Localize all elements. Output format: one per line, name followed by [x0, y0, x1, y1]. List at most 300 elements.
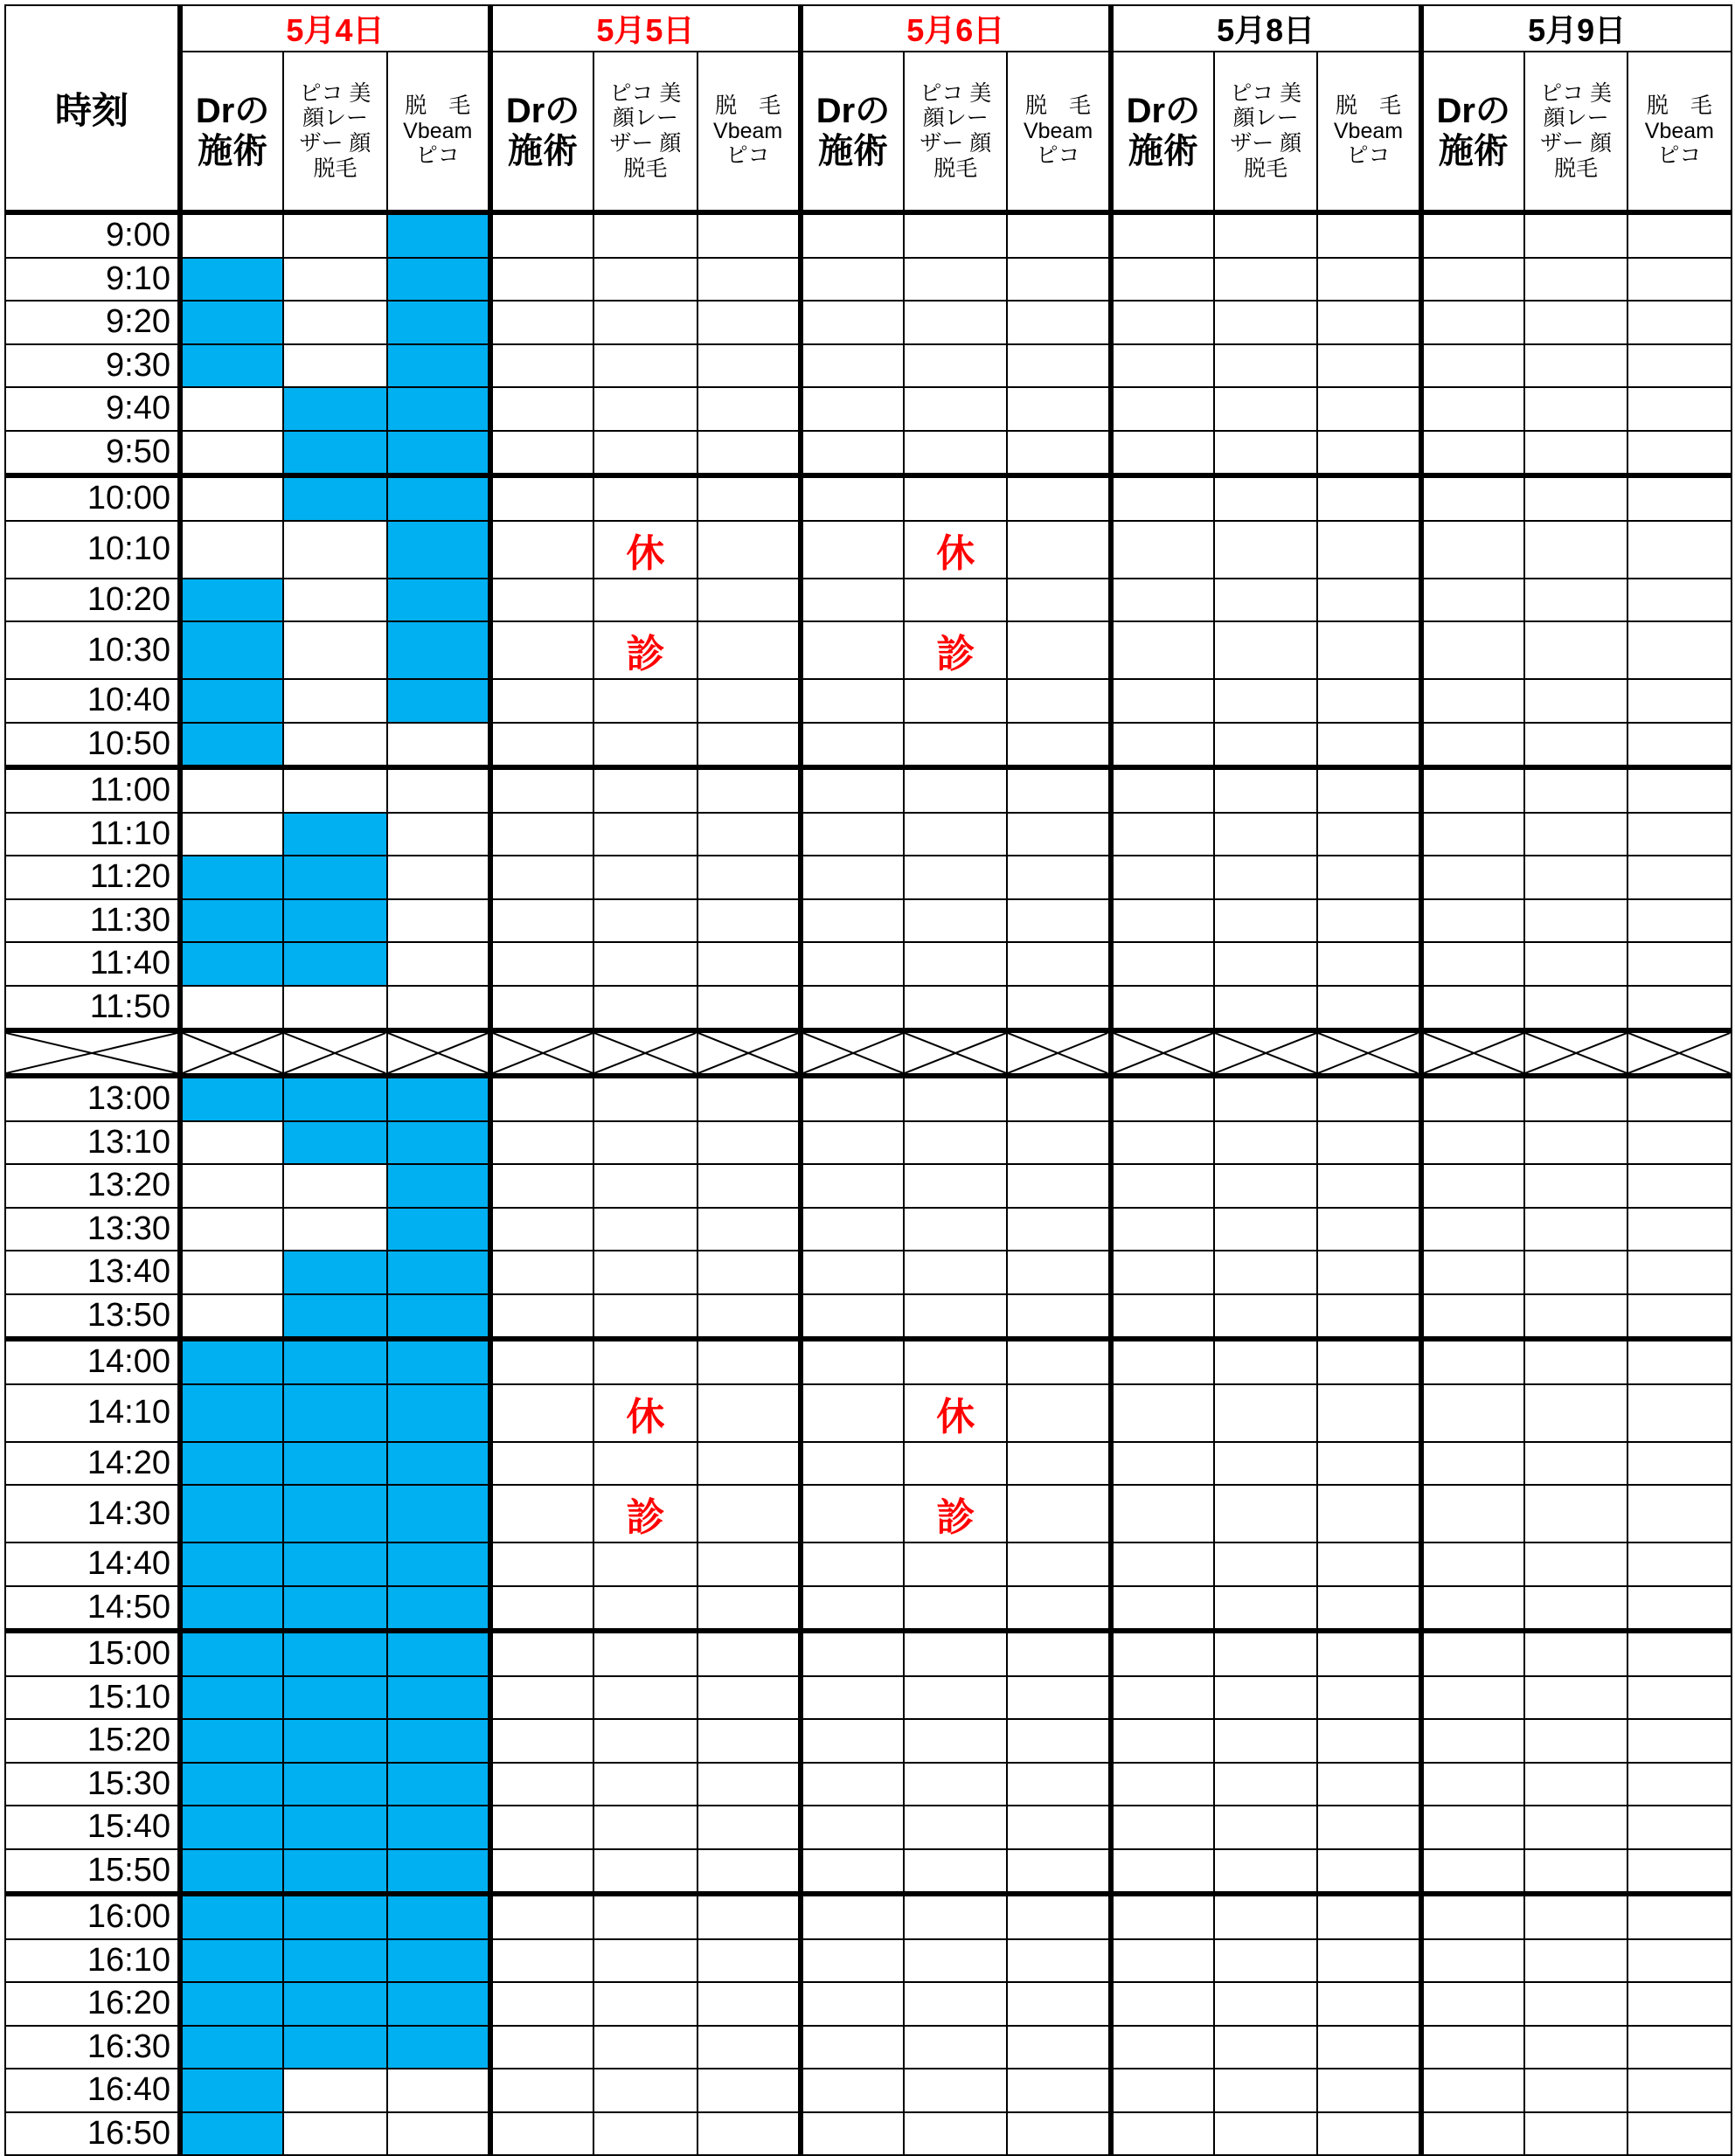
- slot-cell[interactable]: [801, 521, 904, 579]
- booked-slot[interactable]: [387, 1939, 490, 1983]
- slot-cell[interactable]: [490, 2112, 593, 2156]
- slot-cell[interactable]: [904, 1763, 1007, 1806]
- slot-cell[interactable]: [1627, 2026, 1731, 2069]
- slot-cell[interactable]: [1627, 258, 1731, 302]
- slot-cell[interactable]: [1317, 2069, 1420, 2112]
- slot-cell[interactable]: [904, 813, 1007, 856]
- booked-slot[interactable]: [283, 1676, 386, 1720]
- slot-cell[interactable]: [490, 1251, 593, 1294]
- slot-cell[interactable]: [1421, 2026, 1524, 2069]
- slot-cell[interactable]: [490, 986, 593, 1031]
- slot-cell[interactable]: [1627, 1849, 1731, 1895]
- booked-slot[interactable]: [387, 1164, 490, 1208]
- slot-cell[interactable]: [1007, 1121, 1110, 1165]
- slot-cell[interactable]: [1007, 1339, 1110, 1384]
- slot-cell[interactable]: [1627, 1294, 1731, 1340]
- booked-slot[interactable]: [387, 1384, 490, 1442]
- slot-cell[interactable]: [801, 813, 904, 856]
- slot-cell[interactable]: [1111, 767, 1214, 813]
- slot-cell[interactable]: [801, 1485, 904, 1542]
- booked-slot[interactable]: [387, 301, 490, 344]
- slot-cell[interactable]: [1317, 679, 1420, 723]
- slot-cell[interactable]: [1317, 621, 1420, 679]
- slot-cell[interactable]: [904, 1121, 1007, 1165]
- booked-slot[interactable]: [283, 1631, 386, 1676]
- slot-cell[interactable]: [904, 986, 1007, 1031]
- slot-cell[interactable]: [1524, 475, 1627, 521]
- slot-cell[interactable]: [593, 1894, 697, 1939]
- slot-cell[interactable]: [1524, 1586, 1627, 1632]
- slot-cell[interactable]: [1214, 1719, 1317, 1763]
- slot-cell[interactable]: [1627, 1982, 1731, 2026]
- slot-cell[interactable]: [697, 521, 801, 579]
- slot-cell[interactable]: [1627, 1763, 1731, 1806]
- slot-cell[interactable]: [1421, 813, 1524, 856]
- booked-slot[interactable]: [180, 1384, 283, 1442]
- slot-cell[interactable]: [697, 1164, 801, 1208]
- slot-cell[interactable]: [1317, 856, 1420, 899]
- slot-cell[interactable]: [1317, 1676, 1420, 1720]
- slot-cell[interactable]: [904, 1442, 1007, 1486]
- slot-cell[interactable]: [1007, 679, 1110, 723]
- slot-cell[interactable]: [801, 212, 904, 258]
- slot-cell[interactable]: [1627, 579, 1731, 622]
- slot-cell[interactable]: [1627, 387, 1731, 431]
- slot-cell[interactable]: [1627, 1121, 1731, 1165]
- slot-cell[interactable]: [490, 813, 593, 856]
- slot-cell[interactable]: [1111, 856, 1214, 899]
- slot-cell[interactable]: [1007, 813, 1110, 856]
- slot-cell[interactable]: [1317, 1076, 1420, 1121]
- slot-cell[interactable]: [1627, 621, 1731, 679]
- slot-cell[interactable]: [1627, 986, 1731, 1031]
- slot-cell[interactable]: [1421, 942, 1524, 986]
- booked-slot[interactable]: [387, 1339, 490, 1384]
- booked-slot[interactable]: [283, 1982, 386, 2026]
- slot-cell[interactable]: [801, 1384, 904, 1442]
- slot-cell[interactable]: [490, 1806, 593, 1849]
- slot-cell[interactable]: [1524, 1076, 1627, 1121]
- booked-slot[interactable]: [180, 344, 283, 388]
- booked-slot[interactable]: [180, 1485, 283, 1542]
- slot-cell[interactable]: [1214, 899, 1317, 943]
- slot-cell[interactable]: [593, 1164, 697, 1208]
- slot-cell[interactable]: [1421, 767, 1524, 813]
- slot-cell[interactable]: [1524, 1121, 1627, 1165]
- booked-slot[interactable]: [283, 899, 386, 943]
- booked-slot[interactable]: [387, 1763, 490, 1806]
- slot-cell[interactable]: [593, 1631, 697, 1676]
- slot-cell[interactable]: [490, 2069, 593, 2112]
- slot-cell[interactable]: [283, 723, 386, 768]
- slot-cell[interactable]: [1317, 1339, 1420, 1384]
- slot-cell[interactable]: [697, 1294, 801, 1340]
- booked-slot[interactable]: [283, 813, 386, 856]
- slot-cell[interactable]: [697, 301, 801, 344]
- slot-cell[interactable]: [904, 431, 1007, 476]
- slot-cell[interactable]: [1214, 301, 1317, 344]
- slot-cell[interactable]: [801, 1164, 904, 1208]
- booked-slot[interactable]: [180, 1442, 283, 1486]
- slot-cell[interactable]: [1007, 1763, 1110, 1806]
- slot-cell[interactable]: [1421, 1076, 1524, 1121]
- slot-cell[interactable]: [801, 1894, 904, 1939]
- slot-cell[interactable]: [1317, 723, 1420, 768]
- slot-cell[interactable]: [1214, 1763, 1317, 1806]
- slot-cell[interactable]: [1214, 1894, 1317, 1939]
- slot-cell[interactable]: [490, 1763, 593, 1806]
- slot-cell[interactable]: [801, 1849, 904, 1895]
- slot-cell[interactable]: [1421, 1542, 1524, 1586]
- slot-cell[interactable]: [904, 1939, 1007, 1983]
- slot-cell[interactable]: [283, 767, 386, 813]
- slot-cell[interactable]: [1007, 258, 1110, 302]
- slot-cell[interactable]: [1317, 1542, 1420, 1586]
- slot-cell[interactable]: [490, 1208, 593, 1251]
- slot-cell[interactable]: [1214, 1251, 1317, 1294]
- booked-slot[interactable]: [180, 1719, 283, 1763]
- slot-cell[interactable]: [697, 1542, 801, 1586]
- slot-cell[interactable]: [1214, 1442, 1317, 1486]
- booked-slot[interactable]: [387, 579, 490, 622]
- slot-cell[interactable]: [1317, 1384, 1420, 1442]
- slot-cell[interactable]: [697, 1894, 801, 1939]
- slot-cell[interactable]: [593, 344, 697, 388]
- slot-cell[interactable]: [593, 2026, 697, 2069]
- booked-slot[interactable]: [180, 723, 283, 768]
- slot-cell[interactable]: [490, 258, 593, 302]
- slot-cell[interactable]: [593, 1586, 697, 1632]
- slot-cell[interactable]: [1007, 1939, 1110, 1983]
- slot-cell[interactable]: [801, 679, 904, 723]
- slot-cell[interactable]: [697, 1442, 801, 1486]
- slot-cell[interactable]: [1111, 723, 1214, 768]
- slot-cell[interactable]: [1111, 212, 1214, 258]
- slot-cell[interactable]: [1111, 1631, 1214, 1676]
- slot-cell[interactable]: [801, 1719, 904, 1763]
- slot-cell[interactable]: [1524, 1294, 1627, 1340]
- slot-cell[interactable]: [1421, 2112, 1524, 2156]
- slot-cell[interactable]: [697, 767, 801, 813]
- slot-cell[interactable]: [1317, 767, 1420, 813]
- slot-cell[interactable]: [1524, 521, 1627, 579]
- slot-cell[interactable]: [801, 2112, 904, 2156]
- slot-cell[interactable]: [1421, 1339, 1524, 1384]
- slot-cell[interactable]: [1317, 899, 1420, 943]
- slot-cell[interactable]: [1317, 431, 1420, 476]
- slot-cell[interactable]: [1007, 723, 1110, 768]
- booked-slot[interactable]: [180, 1542, 283, 1586]
- slot-cell[interactable]: [490, 301, 593, 344]
- booked-slot[interactable]: [283, 1849, 386, 1895]
- slot-cell[interactable]: [593, 1719, 697, 1763]
- slot-cell[interactable]: [387, 2112, 490, 2156]
- slot-cell[interactable]: [1627, 2112, 1731, 2156]
- slot-cell[interactable]: [1214, 986, 1317, 1031]
- slot-cell[interactable]: [1111, 2112, 1214, 2156]
- slot-cell[interactable]: [1007, 1076, 1110, 1121]
- slot-cell[interactable]: [1421, 723, 1524, 768]
- booked-slot[interactable]: [387, 258, 490, 302]
- slot-cell[interactable]: [904, 1586, 1007, 1632]
- slot-cell[interactable]: [904, 767, 1007, 813]
- slot-cell[interactable]: [1214, 431, 1317, 476]
- slot-cell[interactable]: [1214, 813, 1317, 856]
- slot-cell[interactable]: [1111, 942, 1214, 986]
- slot-cell[interactable]: [697, 431, 801, 476]
- slot-cell[interactable]: [1317, 1631, 1420, 1676]
- slot-cell[interactable]: [593, 856, 697, 899]
- slot-cell[interactable]: [490, 1982, 593, 2026]
- slot-cell[interactable]: [593, 301, 697, 344]
- slot-cell[interactable]: [1421, 1442, 1524, 1486]
- slot-cell[interactable]: [1524, 1763, 1627, 1806]
- slot-cell[interactable]: [1317, 344, 1420, 388]
- slot-cell[interactable]: [180, 387, 283, 431]
- slot-cell[interactable]: [283, 521, 386, 579]
- slot-cell[interactable]: [593, 679, 697, 723]
- slot-cell[interactable]: [1627, 679, 1731, 723]
- slot-cell[interactable]: [1627, 1384, 1731, 1442]
- booked-slot[interactable]: [180, 942, 283, 986]
- slot-cell[interactable]: [1524, 2112, 1627, 2156]
- slot-cell[interactable]: [1627, 212, 1731, 258]
- slot-cell[interactable]: [180, 521, 283, 579]
- slot-cell[interactable]: [1421, 521, 1524, 579]
- slot-cell[interactable]: [697, 942, 801, 986]
- booked-slot[interactable]: [180, 856, 283, 899]
- slot-cell[interactable]: [180, 431, 283, 476]
- booked-slot[interactable]: [387, 212, 490, 258]
- slot-cell[interactable]: [490, 723, 593, 768]
- slot-cell[interactable]: [1421, 1121, 1524, 1165]
- slot-cell[interactable]: [1007, 1894, 1110, 1939]
- slot-cell[interactable]: [1214, 679, 1317, 723]
- booked-slot[interactable]: [283, 1384, 386, 1442]
- slot-cell[interactable]: [1111, 579, 1214, 622]
- booked-slot[interactable]: [387, 1719, 490, 1763]
- slot-cell[interactable]: [697, 212, 801, 258]
- slot-cell[interactable]: [1111, 1485, 1214, 1542]
- slot-cell[interactable]: [697, 1251, 801, 1294]
- booked-slot[interactable]: [283, 1763, 386, 1806]
- booked-slot[interactable]: [387, 1542, 490, 1586]
- slot-cell[interactable]: [1421, 679, 1524, 723]
- booked-slot[interactable]: [283, 1586, 386, 1632]
- slot-cell[interactable]: [180, 1294, 283, 1340]
- slot-cell[interactable]: [1421, 1251, 1524, 1294]
- slot-cell[interactable]: [1111, 1442, 1214, 1486]
- booked-slot[interactable]: [387, 679, 490, 723]
- slot-cell[interactable]: [1317, 579, 1420, 622]
- slot-cell[interactable]: [490, 1384, 593, 1442]
- slot-cell[interactable]: [1421, 986, 1524, 1031]
- slot-cell[interactable]: [1317, 212, 1420, 258]
- slot-cell[interactable]: [490, 212, 593, 258]
- slot-cell[interactable]: [593, 942, 697, 986]
- slot-cell[interactable]: [801, 942, 904, 986]
- slot-cell[interactable]: [1007, 621, 1110, 679]
- slot-cell[interactable]: [1524, 813, 1627, 856]
- slot-cell[interactable]: [801, 1542, 904, 1586]
- slot-cell[interactable]: [1007, 2112, 1110, 2156]
- booked-slot[interactable]: [387, 621, 490, 679]
- slot-cell[interactable]: [490, 344, 593, 388]
- booked-slot[interactable]: [180, 899, 283, 943]
- slot-cell[interactable]: [1421, 1294, 1524, 1340]
- slot-cell[interactable]: [904, 856, 1007, 899]
- slot-cell[interactable]: [180, 1164, 283, 1208]
- slot-cell[interactable]: [1421, 387, 1524, 431]
- slot-cell[interactable]: [1421, 2069, 1524, 2112]
- booked-slot[interactable]: [387, 1442, 490, 1486]
- slot-cell[interactable]: [490, 1164, 593, 1208]
- slot-cell[interactable]: [1627, 1208, 1731, 1251]
- slot-cell[interactable]: [1214, 767, 1317, 813]
- slot-cell[interactable]: [697, 387, 801, 431]
- slot-cell[interactable]: [593, 767, 697, 813]
- slot-cell[interactable]: [801, 1442, 904, 1486]
- slot-cell[interactable]: [1214, 344, 1317, 388]
- booked-slot[interactable]: [283, 1939, 386, 1983]
- slot-cell[interactable]: [1421, 258, 1524, 302]
- slot-cell[interactable]: [180, 767, 283, 813]
- slot-cell[interactable]: [1111, 1339, 1214, 1384]
- slot-cell[interactable]: [593, 431, 697, 476]
- slot-cell[interactable]: [904, 1208, 1007, 1251]
- slot-cell[interactable]: [593, 723, 697, 768]
- booked-slot[interactable]: [387, 1485, 490, 1542]
- slot-cell[interactable]: [1214, 1939, 1317, 1983]
- slot-cell[interactable]: [1111, 2026, 1214, 2069]
- slot-cell[interactable]: [490, 767, 593, 813]
- slot-cell[interactable]: [1111, 1542, 1214, 1586]
- slot-cell[interactable]: [1111, 1164, 1214, 1208]
- slot-cell[interactable]: [697, 475, 801, 521]
- slot-cell[interactable]: [801, 1586, 904, 1632]
- slot-cell[interactable]: [1524, 1939, 1627, 1983]
- slot-cell[interactable]: [1007, 1719, 1110, 1763]
- slot-cell[interactable]: [1317, 258, 1420, 302]
- slot-cell[interactable]: [1627, 1586, 1731, 1632]
- slot-cell[interactable]: [490, 942, 593, 986]
- slot-cell[interactable]: [904, 258, 1007, 302]
- booked-slot[interactable]: [283, 1719, 386, 1763]
- slot-cell[interactable]: [801, 579, 904, 622]
- slot-cell[interactable]: [697, 2112, 801, 2156]
- slot-cell[interactable]: [283, 579, 386, 622]
- slot-cell[interactable]: [801, 1806, 904, 1849]
- slot-cell[interactable]: [593, 1121, 697, 1165]
- slot-cell[interactable]: [490, 1294, 593, 1340]
- slot-cell[interactable]: [1524, 942, 1627, 986]
- booked-slot[interactable]: [283, 1294, 386, 1340]
- booked-slot[interactable]: [387, 1982, 490, 2026]
- slot-cell[interactable]: [1007, 1982, 1110, 2026]
- slot-cell[interactable]: [1214, 621, 1317, 679]
- slot-cell[interactable]: [1524, 1164, 1627, 1208]
- slot-cell[interactable]: [593, 813, 697, 856]
- slot-cell[interactable]: [1421, 1485, 1524, 1542]
- slot-cell[interactable]: [1111, 1849, 1214, 1895]
- slot-cell[interactable]: [697, 1384, 801, 1442]
- slot-cell[interactable]: [387, 2069, 490, 2112]
- slot-cell[interactable]: [904, 344, 1007, 388]
- slot-cell[interactable]: [1421, 1719, 1524, 1763]
- slot-cell[interactable]: [1007, 2069, 1110, 2112]
- booked-slot[interactable]: [283, 431, 386, 476]
- slot-cell[interactable]: [490, 1894, 593, 1939]
- slot-cell[interactable]: [1627, 1339, 1731, 1384]
- booked-slot[interactable]: [387, 1806, 490, 1849]
- booked-slot[interactable]: [283, 856, 386, 899]
- booked-slot[interactable]: [387, 1894, 490, 1939]
- slot-cell[interactable]: [490, 431, 593, 476]
- slot-cell[interactable]: [1007, 521, 1110, 579]
- slot-cell[interactable]: [801, 1294, 904, 1340]
- slot-cell[interactable]: [1524, 2026, 1627, 2069]
- booked-slot[interactable]: [387, 1208, 490, 1251]
- slot-cell[interactable]: [1111, 1982, 1214, 2026]
- slot-cell[interactable]: [593, 1339, 697, 1384]
- slot-cell[interactable]: [1524, 986, 1627, 1031]
- slot-cell[interactable]: [904, 475, 1007, 521]
- slot-cell[interactable]: [1214, 1849, 1317, 1895]
- slot-cell[interactable]: [904, 1164, 1007, 1208]
- booked-slot[interactable]: [180, 1076, 283, 1121]
- booked-slot[interactable]: [387, 1121, 490, 1165]
- slot-cell[interactable]: [1214, 1339, 1317, 1384]
- slot-cell[interactable]: [490, 1339, 593, 1384]
- slot-cell[interactable]: [490, 387, 593, 431]
- slot-cell[interactable]: [1524, 1208, 1627, 1251]
- slot-cell[interactable]: [1214, 1542, 1317, 1586]
- slot-cell[interactable]: [387, 813, 490, 856]
- slot-cell[interactable]: [1524, 1982, 1627, 2026]
- booked-slot[interactable]: [387, 1849, 490, 1895]
- slot-cell[interactable]: [1627, 1251, 1731, 1294]
- slot-cell[interactable]: [1111, 813, 1214, 856]
- slot-cell[interactable]: [1524, 1542, 1627, 1586]
- slot-cell[interactable]: [490, 579, 593, 622]
- slot-cell[interactable]: [1214, 1208, 1317, 1251]
- slot-cell[interactable]: [283, 301, 386, 344]
- slot-cell[interactable]: [1007, 2026, 1110, 2069]
- slot-cell[interactable]: [904, 899, 1007, 943]
- slot-cell[interactable]: [1111, 1294, 1214, 1340]
- slot-cell[interactable]: [1007, 212, 1110, 258]
- booked-slot[interactable]: [387, 431, 490, 476]
- slot-cell[interactable]: [1421, 212, 1524, 258]
- slot-cell[interactable]: [1007, 1294, 1110, 1340]
- slot-cell[interactable]: [801, 301, 904, 344]
- slot-cell[interactable]: [1111, 986, 1214, 1031]
- slot-cell[interactable]: [1317, 1763, 1420, 1806]
- slot-cell[interactable]: [1007, 1208, 1110, 1251]
- slot-cell[interactable]: [1627, 1076, 1731, 1121]
- slot-cell[interactable]: [801, 431, 904, 476]
- slot-cell[interactable]: [180, 813, 283, 856]
- slot-cell[interactable]: [697, 1763, 801, 1806]
- slot-cell[interactable]: [490, 1719, 593, 1763]
- slot-cell[interactable]: [593, 986, 697, 1031]
- slot-cell[interactable]: [283, 621, 386, 679]
- slot-cell[interactable]: [593, 1939, 697, 1983]
- slot-cell[interactable]: [904, 679, 1007, 723]
- slot-cell[interactable]: [1524, 258, 1627, 302]
- slot-cell[interactable]: [697, 344, 801, 388]
- slot-cell[interactable]: [1214, 1121, 1317, 1165]
